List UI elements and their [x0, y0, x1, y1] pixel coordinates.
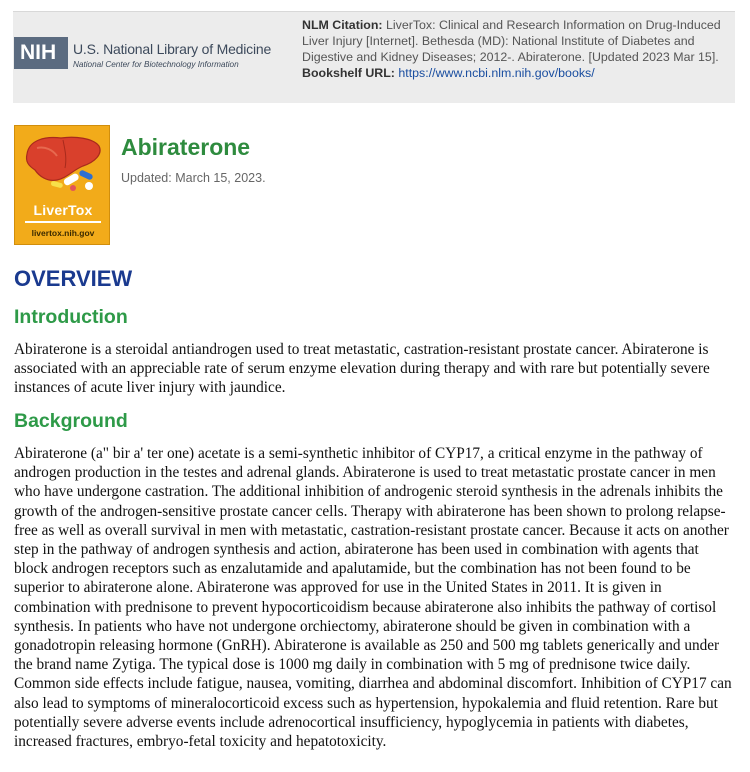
background-heading: Background: [14, 410, 128, 432]
nlm-citation-label: NLM Citation:: [302, 18, 383, 32]
nih-logo-box: NIH: [14, 37, 68, 69]
cover-divider: [25, 221, 101, 223]
nih-nlm-logo[interactable]: [14, 36, 284, 76]
overview-heading: OVERVIEW: [14, 266, 133, 291]
livertox-cover[interactable]: [14, 125, 110, 245]
nlm-name: U.S. National Library of Medicine: [73, 41, 272, 57]
ncbi-name: National Center for Biotechnology Information: [73, 60, 239, 69]
introduction-paragraph: Abiraterone is a steroidal antiandrogen used to treat metastatic, castration-resistant prostate cancer. Abiraterone is associated with an appreciable rate of serum enzyme elevation during therapy and with rare but potentially severe instances of acute liver injury with jaundice.: [14, 341, 710, 397]
citation-text: [302, 17, 727, 81]
liver-illustration-icon: [23, 132, 103, 194]
bookshelf-url-link[interactable]: https://www.ncbi.nlm.nih.gov/books/: [398, 66, 595, 80]
nih-logo-arrow: [60, 37, 68, 69]
cover-url: livertox.nih.gov: [31, 228, 95, 238]
page-title: Abiraterone: [121, 134, 251, 160]
updated-date: Updated: March 15, 2023.: [121, 171, 266, 185]
bookshelf-url-label: Bookshelf URL:: [302, 66, 395, 80]
background-paragraph: Abiraterone (a" bir a' ter one) acetate is a semi-synthetic inhibitor of CYP17, a critical enzyme in the pathway of androgen production in the testes and adrenal glands. Abiraterone is used to treat metastatic prostate cancer in men who have undergone castration. The additional inhibition of androgenic steroid synthesis in the adrenals inhibits the growth of the androgen-sensitive prostate cancer cells. Therapy with abiraterone has been shown to prolong relapse-free as well as overall survival in men with metastatic, castration-resistant prostate cancer. Because it acts on another step in the pathway of androgen synthesis and action, abiraterone has been used in combination with agents that block androgen receptors such as enzalutamide and apalutamide, but the combination has not been found to be superior to abiraterone alone. Abiraterone was approved for use in the United States in 2011. It is given in combination with prednisone to prevent hypocorticoidism because abiraterone also inhibits the pathway of cortisol synthesis. In patients who have not undergone orchiectomy, abiraterone should be given in combination with a gonadotropin releasing hormone (GnRH). Abiraterone is available as 250 and 500 mg tablets generically and under the brand name Zytiga. The typical dose is 1000 mg daily in combination with 5 mg of prednisone twice daily. Common side effects include fatigue, nausea, vomiting, diarrhea and abdominal discomfort. Inhibition of CYP17 can also lead to symptoms of mineralocorticoid excess such as hypertension, hypokalemia and fluid retention. Rare but potentially severe adverse events include adrenocortical insufficiency, hypoglycemia in patients with diabetes, increased fractures, embryo-fetal toxicity and hepatotoxicity.: [14, 445, 732, 751]
cover-title: LiverTox: [33, 202, 93, 218]
nlm-citation-body: LiverTox: Clinical and Research Information on Drug-Induced Liver Injury [Internet]. Bethesda (MD): National Institute of Diabetes and Digestive and Kidney Diseases; 2012-. Abiraterone. [Updated 2023 Mar 15].: [302, 18, 721, 64]
introduction-heading: Introduction: [14, 306, 128, 328]
citation-bar: [13, 11, 735, 103]
